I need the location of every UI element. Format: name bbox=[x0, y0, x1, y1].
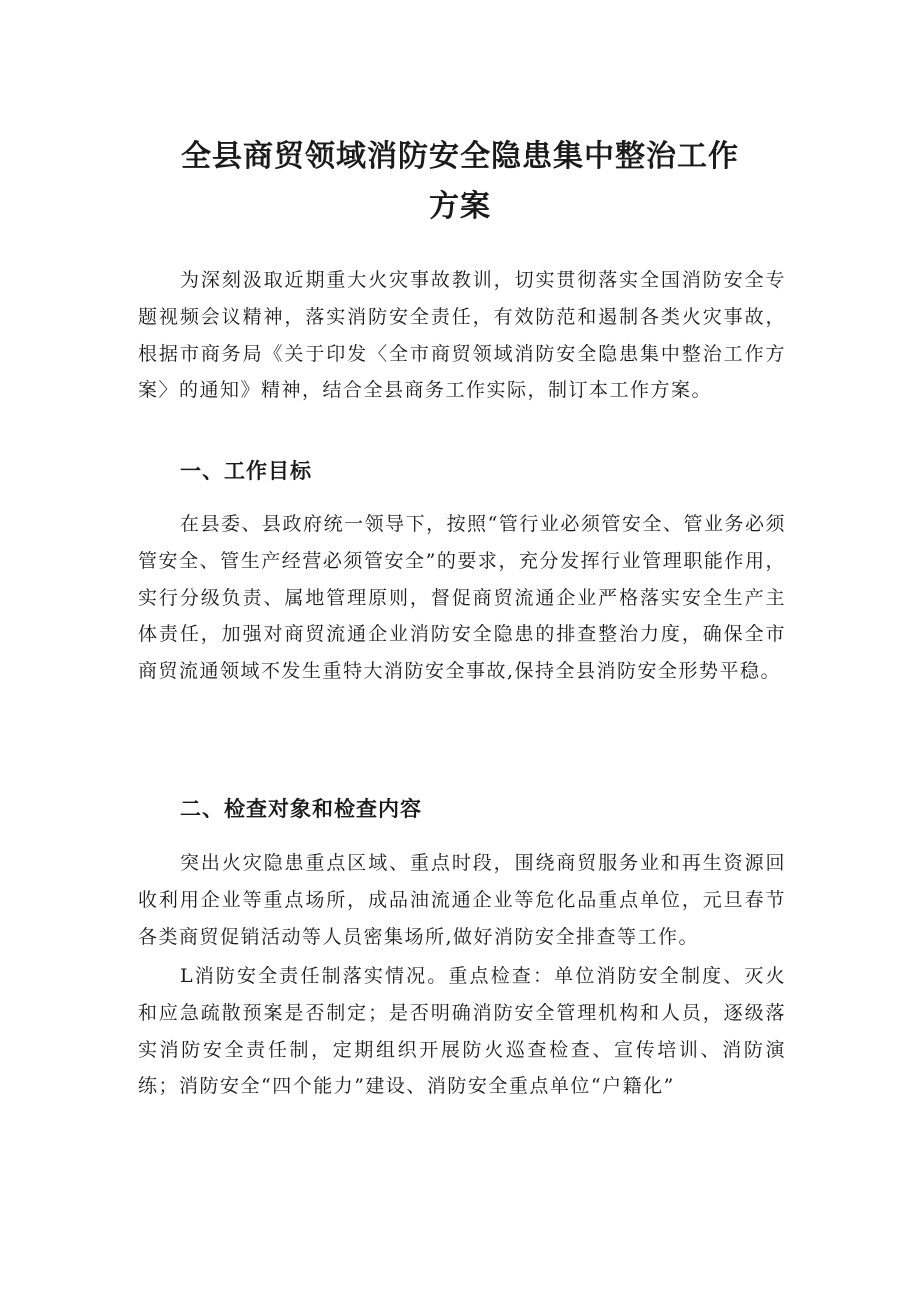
document-title-line-2: 方案 bbox=[429, 189, 491, 224]
goals-paragraph: 在县委、县政府统一领导下，按照“管行业必须管安全、管业务必须管安全、管生产经营必须管安全”的要求，充分发挥行业管理职能作用，实行分级负责、属地管理原则，督促商贸流通企业严格落实安全生产主体责任，加强对商贸流通企业消防安全隐患的排查整治力度，确保全市商贸流通领域不发生重特大消防安全事故,保持全县消防安全形势平稳。 bbox=[138, 513, 786, 683]
scope-paragraph: 突出火灾隐患重点区域、重点时段，围绕商贸服务业和再生资源回收利用企业等重点场所，成品油流通企业等危化品重点单位，元旦春节各类商贸促销活动等人员密集场所,做好消防安全排查等工作。 bbox=[138, 852, 786, 948]
intro-paragraph: 为深刻汲取近期重大火灾事故教训，切实贯彻落实全国消防安全专题视频会议精神，落实消防安全责任，有效防范和遏制各类火灾事故，根据市商务局《关于印发〈全市商贸领域消防安全隐患集中整治工作方案〉的通知》精神，结合全县商务工作实际，制订本工作方案。 bbox=[138, 269, 786, 402]
responsibility-item-paragraph: L消防安全责任制落实情况。重点检查：单位消防安全制度、灭火和应急疏散预案是否制定；是否明确消防安全管理机构和人员，逐级落实消防安全责任制，定期组织开展防火巡查检查、宣传培训、消防演练；消防安全“四个能力”建设、消防安全重点单位“户籍化” bbox=[138, 965, 786, 1098]
section-heading-scope: 二、检查对象和检查内容 bbox=[180, 797, 422, 821]
document-title-line-1: 全县商贸领域消防安全隐患集中整治工作 bbox=[181, 139, 739, 174]
section-heading-goals: 一、工作目标 bbox=[180, 459, 312, 483]
